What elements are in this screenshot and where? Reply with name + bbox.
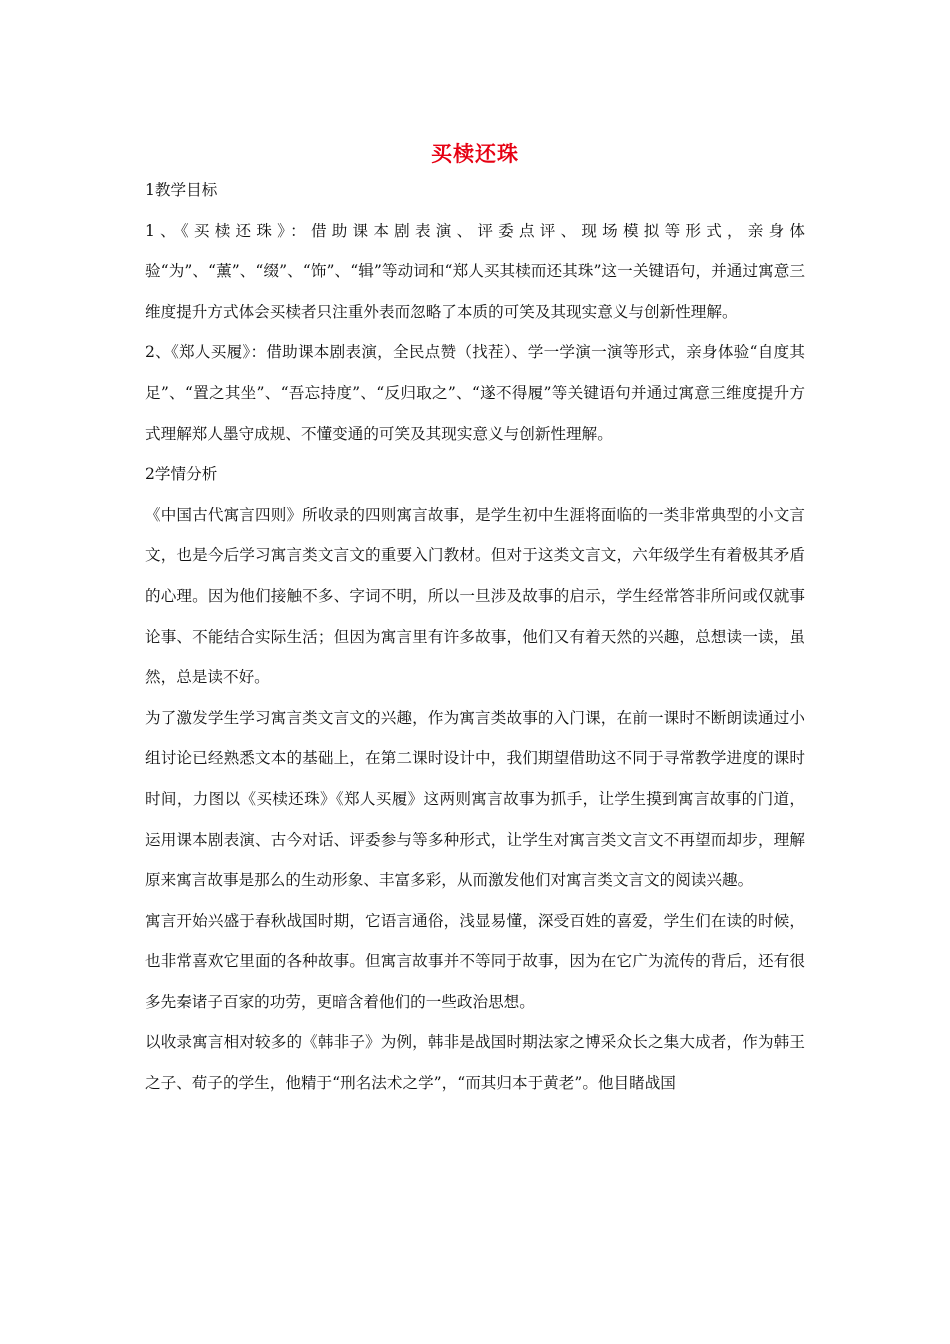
goal-item-2: 2、《郑人买履》：借助课本剧表演，全民点赞（找茬）、学一学演一演等形式，亲身体验“自度其足”、“置之其坐”、“吾忘持度”、“反归取之”、“遂不得履”等关键语句并通过寓意三维度提升方式理解郑人墨守成规、不懂变通的可笑及其现实意义与创新性理解。 [145,343,805,443]
document-title: 买椟还珠 [431,142,519,166]
document-body [145,170,805,1104]
section-heading-analysis: 2学情分析 [145,465,218,484]
analysis-paragraph-2: 为了激发学生学习寓言类文言文的兴趣，作为寓言类故事的入门课，在前一课时不断朗读通过小组讨论已经熟悉文本的基础上，在第二课时设计中，我们期望借助这不同于寻常教学进度的课时时间，力图以《买椟还珠》《郑人买履》这两则寓言故事为抓手，让学生摸到寓言故事的门道，运用课本剧表演、古今对话、评委参与等多种形式，让学生对寓言类文言文不再望而却步，理解原来寓言故事是那么的生动形象、丰富多彩，从而激发他们对寓言类文言文的阅读兴趣。 [145,708,805,890]
analysis-paragraph-3: 寓言开始兴盛于春秋战国时期，它语言通俗，浅显易懂，深受百姓的喜爱，学生们在读的时候，也非常喜欢它里面的各种故事。但寓言故事并不等同于故事，因为在它广为流传的背后，还有很多先秦诸子百家的功劳，更暗含着他们的一些政治思想。 [145,911,805,1011]
goal-item-1: 1、《买椟还珠》：借助课本剧表演、评委点评、现场模拟等形式，亲身体验“为”、“薰”、“缀”、“饰”、“辑”等动词和“郑人买其椟而还其珠”这一关键语句，并通过寓意三维度提升方式体会买椟者只注重外表而忽略了本质的可笑及其现实意义与创新性理解。 [145,221,805,321]
section-heading-goals: 1教学目标 [145,181,218,199]
analysis-paragraph-4: 以收录寓言相对较多的《韩非子》为例，韩非是战国时期法家之博采众长之集大成者，作为韩王之子、荀子的学生，他精于“刑名法术之学”，“而其归本于黄老”。他目睹战国 [145,1033,805,1093]
analysis-paragraph-1: 《中国古代寓言四则》所收录的四则寓言故事，是学生初中生涯将面临的一类非常典型的小文言文，也是今后学习寓言类文言文的重要入门教材。但对于这类文言文，六年级学生有着极其矛盾的心理。因为他们接触不多、字词不明，所以一旦涉及故事的启示，学生经常答非所问或仅就事论事、不能结合实际生活；但因为寓言里有许多故事，他们又有着天然的兴趣，总想读一读，虽然，总是读不好。 [145,505,805,687]
